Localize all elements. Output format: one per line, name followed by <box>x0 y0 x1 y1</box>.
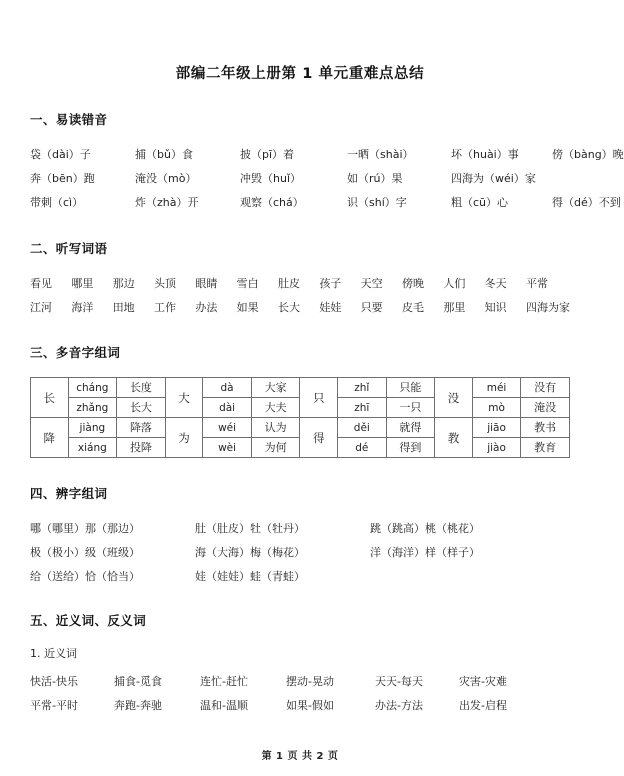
word-item: 知识 <box>484 301 507 314</box>
distinguish-list <box>30 518 570 587</box>
word-item: 傍晚 <box>401 277 424 290</box>
polyphone-word: 没有 <box>521 378 570 398</box>
polyphone-pinyin: jiāo <box>472 418 521 438</box>
polyphone-word: 投降 <box>117 438 166 458</box>
synonym-pair: 办法-方法 <box>375 699 423 712</box>
pinyin-item: 一晒（shài） <box>347 148 414 161</box>
synonym-pair: 出发-启程 <box>459 699 507 712</box>
section-heading-4: 四、辨字组词 <box>30 486 108 501</box>
polyphone-word: 就得 <box>386 418 435 438</box>
word-item: 哪里 <box>71 277 94 290</box>
page-footer: 第 1 页 共 2 页 <box>261 751 339 762</box>
table-row <box>31 378 570 398</box>
word-item: 平常 <box>525 277 548 290</box>
pinyin-item: 四海为（wéi）家 <box>451 172 536 185</box>
pinyin-item: 如（rú）果 <box>347 172 403 185</box>
word-item: 娃娃 <box>319 301 342 314</box>
polyphone-pinyin: zhǎng <box>68 398 117 418</box>
word-item: 冬天 <box>484 277 507 290</box>
synonym-pair: 连忙-赶忙 <box>200 675 248 688</box>
word-item: 天空 <box>360 277 383 290</box>
polyphone-pinyin: xiáng <box>68 438 117 458</box>
distinguish-item: 哪（哪里）那（那边） <box>30 522 140 535</box>
synonym-pair: 摆动-晃动 <box>286 675 334 688</box>
polyphone-word: 教书 <box>521 418 570 438</box>
pinyin-item: 炸（zhà）开 <box>135 196 199 209</box>
distinguish-item: 海（大海）梅（梅花） <box>195 546 305 559</box>
pinyin-item: 坏（huài）事 <box>451 148 519 161</box>
word-item: 海洋 <box>71 301 94 314</box>
word-item: 雪白 <box>236 277 259 290</box>
polyphone-char: 为 <box>165 418 203 458</box>
word-item: 工作 <box>153 301 176 314</box>
word-item: 人们 <box>443 277 466 290</box>
section-heading-5: 五、近义词、反义词 <box>30 613 147 628</box>
word-item: 眼睛 <box>195 277 218 290</box>
distinguish-item: 极（极小）级（班级） <box>30 546 140 559</box>
section-distinguish-characters <box>30 484 570 587</box>
polyphone-pinyin: jiàng <box>68 418 117 438</box>
dictation-word-list <box>30 273 570 318</box>
polyphone-word: 长度 <box>117 378 166 398</box>
section-heading-1: 一、易读错音 <box>30 112 108 127</box>
distinguish-item: 娃（娃娃）蛙（青蛙） <box>195 570 305 583</box>
word-item: 办法 <box>195 301 218 314</box>
polyphone-word: 认为 <box>251 418 300 438</box>
word-item: 四海为家 <box>525 301 570 314</box>
polyphone-word: 教育 <box>521 438 570 458</box>
section-polyphone-words <box>30 343 570 458</box>
polyphone-pinyin: dé <box>338 438 387 458</box>
synonym-pair: 天天-每天 <box>375 675 423 688</box>
section-heading-2: 二、听写词语 <box>30 241 108 256</box>
section-easily-mispronounced <box>30 110 624 213</box>
distinguish-item: 肚（肚皮）牡（牡丹） <box>195 522 305 535</box>
polyphone-pinyin: cháng <box>68 378 117 398</box>
word-item: 如果 <box>236 301 259 314</box>
pinyin-list <box>30 144 624 213</box>
pinyin-item: 带刺（cì） <box>30 196 84 209</box>
polyphone-char: 降 <box>31 418 69 458</box>
table-row <box>31 418 570 438</box>
distinguish-item: 洋（海洋）样（样子） <box>370 546 480 559</box>
polyphone-pinyin: jiào <box>472 438 521 458</box>
synonym-pair: 平常-平时 <box>30 699 78 712</box>
word-item: 只要 <box>360 301 383 314</box>
pinyin-item: 袋（dài）子 <box>30 148 91 161</box>
polyphone-char: 只 <box>300 378 338 418</box>
word-item: 那边 <box>112 277 135 290</box>
polyphone-pinyin: dài <box>203 398 252 418</box>
word-item: 肚皮 <box>277 277 300 290</box>
pinyin-item: 观察（chá） <box>240 196 304 209</box>
synonym-pair: 灾害-灾难 <box>459 675 507 688</box>
section-dictation-words <box>30 239 570 318</box>
synonym-pair: 捕食-觅食 <box>114 675 162 688</box>
polyphone-pinyin: wéi <box>203 418 252 438</box>
polyphone-char: 没 <box>435 378 473 418</box>
page-title: 部编二年级上册第 1 单元重难点总结 <box>175 66 425 82</box>
synonym-pair: 如果-假如 <box>286 699 334 712</box>
word-item: 那里 <box>443 301 466 314</box>
word-item: 长大 <box>277 301 300 314</box>
polyphone-word: 为何 <box>251 438 300 458</box>
synonym-pair: 快活-快乐 <box>30 675 78 688</box>
polyphone-word: 淹没 <box>521 398 570 418</box>
polyphone-pinyin: děi <box>338 418 387 438</box>
polyphone-char: 教 <box>435 418 473 458</box>
polyphone-char: 长 <box>31 378 69 418</box>
polyphone-word: 大夫 <box>251 398 300 418</box>
pinyin-item: 得（dé）不到 <box>552 196 621 209</box>
synonym-pair: 温和-温顺 <box>200 699 248 712</box>
polyphone-word: 长大 <box>117 398 166 418</box>
section-synonyms-antonyms <box>30 611 570 716</box>
pinyin-item: 冲毁（huǐ） <box>240 172 301 185</box>
pinyin-item: 傍（bàng）晚 <box>552 148 624 161</box>
polyphone-word: 大家 <box>251 378 300 398</box>
pinyin-item: 粗（cū）心 <box>451 196 509 209</box>
polyphone-pinyin: wèi <box>203 438 252 458</box>
polyphone-word: 一只 <box>386 398 435 418</box>
polyphone-pinyin: zhī <box>338 398 387 418</box>
word-item: 头顶 <box>153 277 176 290</box>
polyphone-word: 降落 <box>117 418 166 438</box>
polyphone-word: 只能 <box>386 378 435 398</box>
distinguish-item: 跳（跳高）桃（桃花） <box>370 522 480 535</box>
distinguish-item: 给（送给）恰（恰当） <box>30 570 140 583</box>
word-item: 田地 <box>112 301 135 314</box>
polyphone-char: 得 <box>300 418 338 458</box>
word-item: 皮毛 <box>401 301 424 314</box>
synonym-list <box>30 671 570 716</box>
word-item: 孩子 <box>319 277 342 290</box>
polyphone-pinyin: dà <box>203 378 252 398</box>
word-item: 看见 <box>30 277 52 290</box>
polyphone-pinyin: méi <box>472 378 521 398</box>
distinguish-item <box>370 566 570 587</box>
synonym-pair: 奔跑-奔驰 <box>114 699 162 712</box>
pinyin-item: 淹没（mò） <box>135 172 197 185</box>
polyphone-char: 大 <box>165 378 203 418</box>
word-item: 江河 <box>30 301 52 314</box>
pinyin-item: 捕（bǔ）食 <box>135 148 193 161</box>
pinyin-item: 奔（bēn）跑 <box>30 172 95 185</box>
polyphone-pinyin: zhǐ <box>338 378 387 398</box>
polyphone-table <box>30 377 570 458</box>
polyphone-word: 得到 <box>386 438 435 458</box>
section-heading-3: 三、多音字组词 <box>30 345 121 360</box>
pinyin-item: 识（shí）字 <box>347 196 407 209</box>
pinyin-item: 披（pī）着 <box>240 148 295 161</box>
polyphone-pinyin: mò <box>472 398 521 418</box>
subsection-heading-synonyms: 1. 近义词 <box>30 647 77 660</box>
